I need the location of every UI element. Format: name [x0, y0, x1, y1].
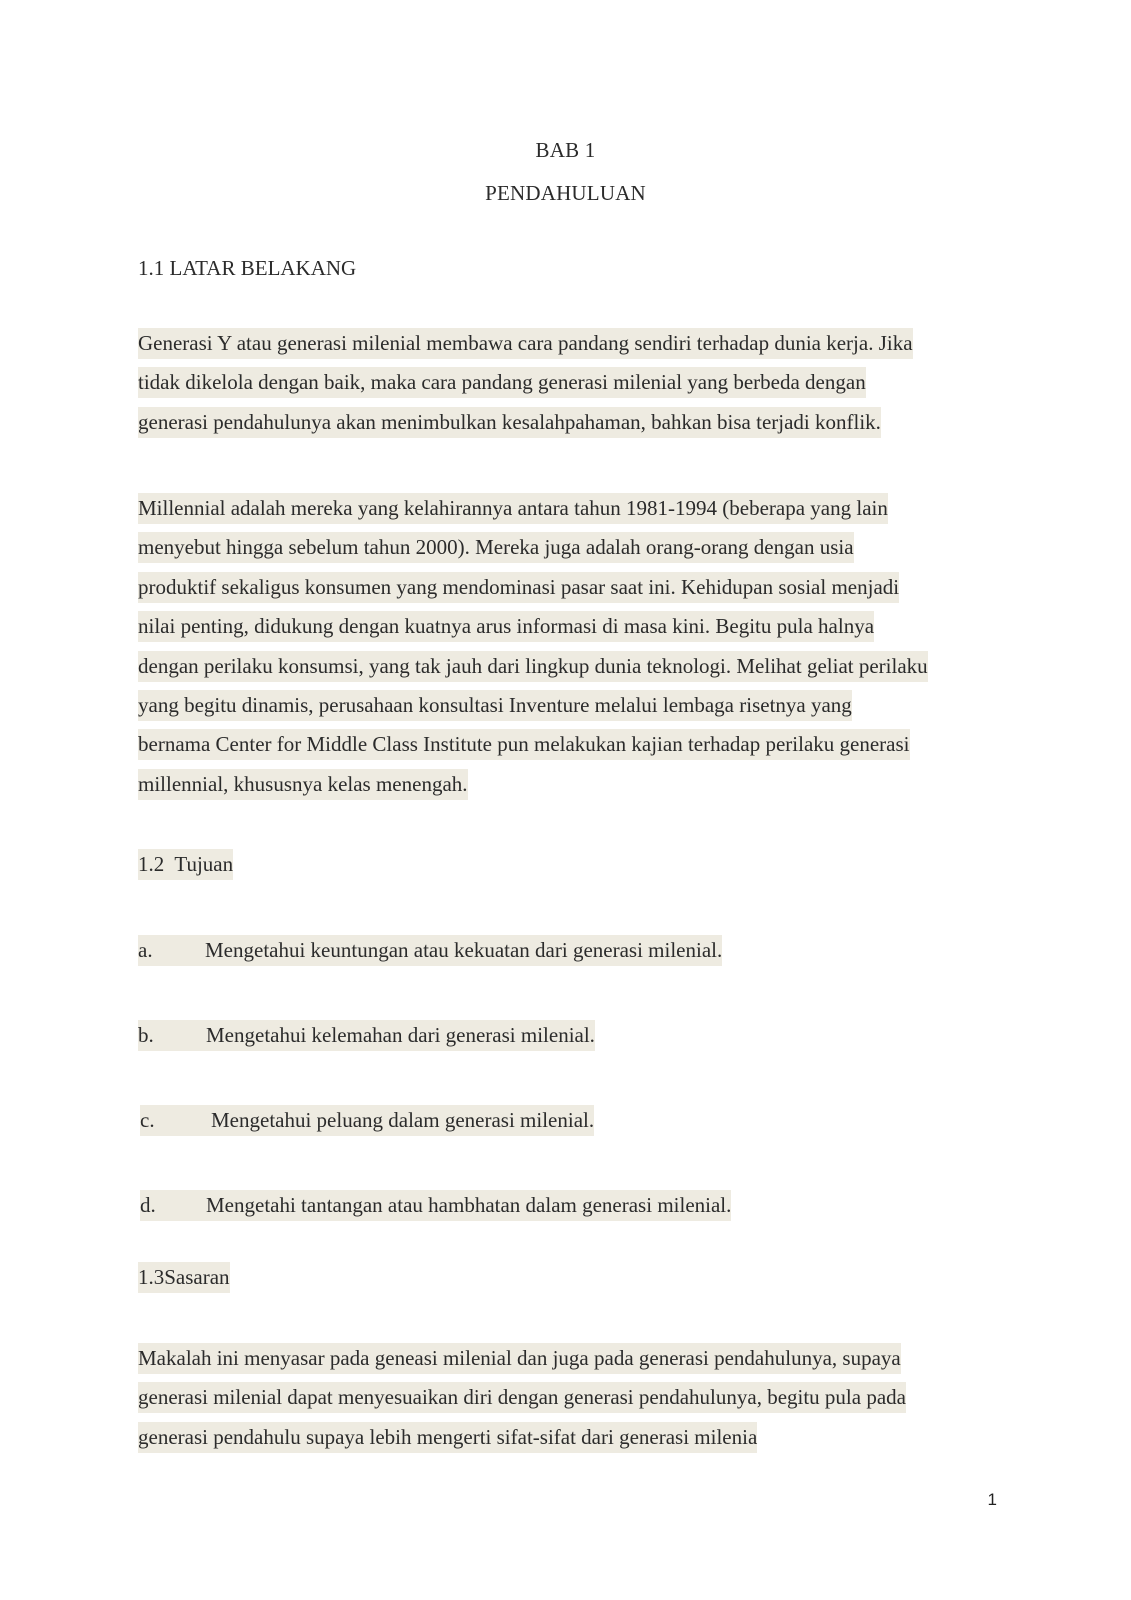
list-marker: d.: [140, 1193, 156, 1217]
paragraph-line: Millennial adalah mereka yang kelahirannya antara tahun 1981-1994 (beberapa yang lain: [138, 493, 888, 524]
paragraph-line: Generasi Y atau generasi milenial membawa cara pandang sendiri terhadap dunia kerja. Jika: [138, 328, 913, 359]
paragraph-line: dengan perilaku konsumsi, yang tak jauh dari lingkup dunia teknologi. Melihat geliat perilaku: [138, 651, 928, 682]
list-item-highlight: [138, 935, 722, 966]
paragraph-generasi-y: [138, 324, 913, 442]
paragraph-millennial: [138, 489, 928, 804]
list-item-text: Mengetahui keuntungan atau kekuatan dari generasi milenial.: [205, 938, 723, 962]
list-item: [138, 1023, 595, 1048]
paragraph-line: nilai penting, didukung dengan kuatnya arus informasi di masa kini. Begitu pula halnya: [138, 611, 874, 642]
paragraph-line: generasi milenial dapat menyesuaikan diri dengan generasi pendahulunya, begitu pula pada: [138, 1382, 906, 1413]
paragraph-line: tidak dikelola dengan baik, maka cara pandang generasi milenial yang berbeda dengan: [138, 367, 866, 398]
list-item-highlight: [138, 1020, 595, 1051]
list-item: [140, 1193, 731, 1218]
paragraph-line: generasi pendahulunya akan menimbulkan kesalahpahaman, bahkan bisa terjadi konflik.: [138, 407, 881, 438]
paragraph-line: yang begitu dinamis, perusahaan konsultasi Inventure melalui lembaga risetnya yang: [138, 690, 852, 721]
list-item-text: Mengetahi tantangan atau hambhatan dalam generasi milenial.: [206, 1193, 732, 1217]
paragraph-line: millennial, khususnya kelas menengah.: [138, 769, 468, 800]
chapter-title: PENDAHULUAN: [485, 181, 646, 205]
paragraph-line: Makalah ini menyasar pada geneasi milenial dan juga pada generasi pendahulunya, supaya: [138, 1343, 901, 1374]
list-marker: b.: [138, 1023, 154, 1047]
list-item-highlight: [140, 1190, 731, 1221]
chapter-number: BAB 1: [535, 138, 596, 162]
section-heading-tujuan: [138, 852, 233, 877]
list-marker: a.: [138, 938, 153, 962]
list-item-text: Mengetahui kelemahan dari generasi milenial.: [206, 1023, 595, 1047]
list-item: [140, 1108, 594, 1133]
section-heading-sasaran: [138, 1265, 230, 1290]
paragraph-line: menyebut hingga sebelum tahun 2000). Mereka juga adalah orang-orang dengan usia: [138, 532, 854, 563]
heading-text: 1.2 Tujuan: [138, 849, 233, 880]
paragraph-line: generasi pendahulu supaya lebih mengerti sifat-sifat dari generasi milenia: [138, 1422, 757, 1453]
paragraph-line: bernama Center for Middle Class Institute pun melakukan kajian terhadap perilaku generasi: [138, 729, 910, 760]
heading-text: 1.3Sasaran: [138, 1262, 230, 1293]
list-item: [138, 938, 722, 963]
paragraph-sasaran: [138, 1339, 906, 1457]
page-number: 1: [987, 1490, 997, 1509]
section-heading-latar-belakang: 1.1 LATAR BELAKANG: [138, 256, 357, 280]
paragraph-line: produktif sekaligus konsumen yang mendominasi pasar saat ini. Kehidupan sosial menjadi: [138, 572, 899, 603]
list-item-text: Mengetahui peluang dalam generasi milenial.: [211, 1108, 595, 1132]
list-item-highlight: [140, 1105, 594, 1136]
list-marker: c.: [140, 1108, 155, 1132]
